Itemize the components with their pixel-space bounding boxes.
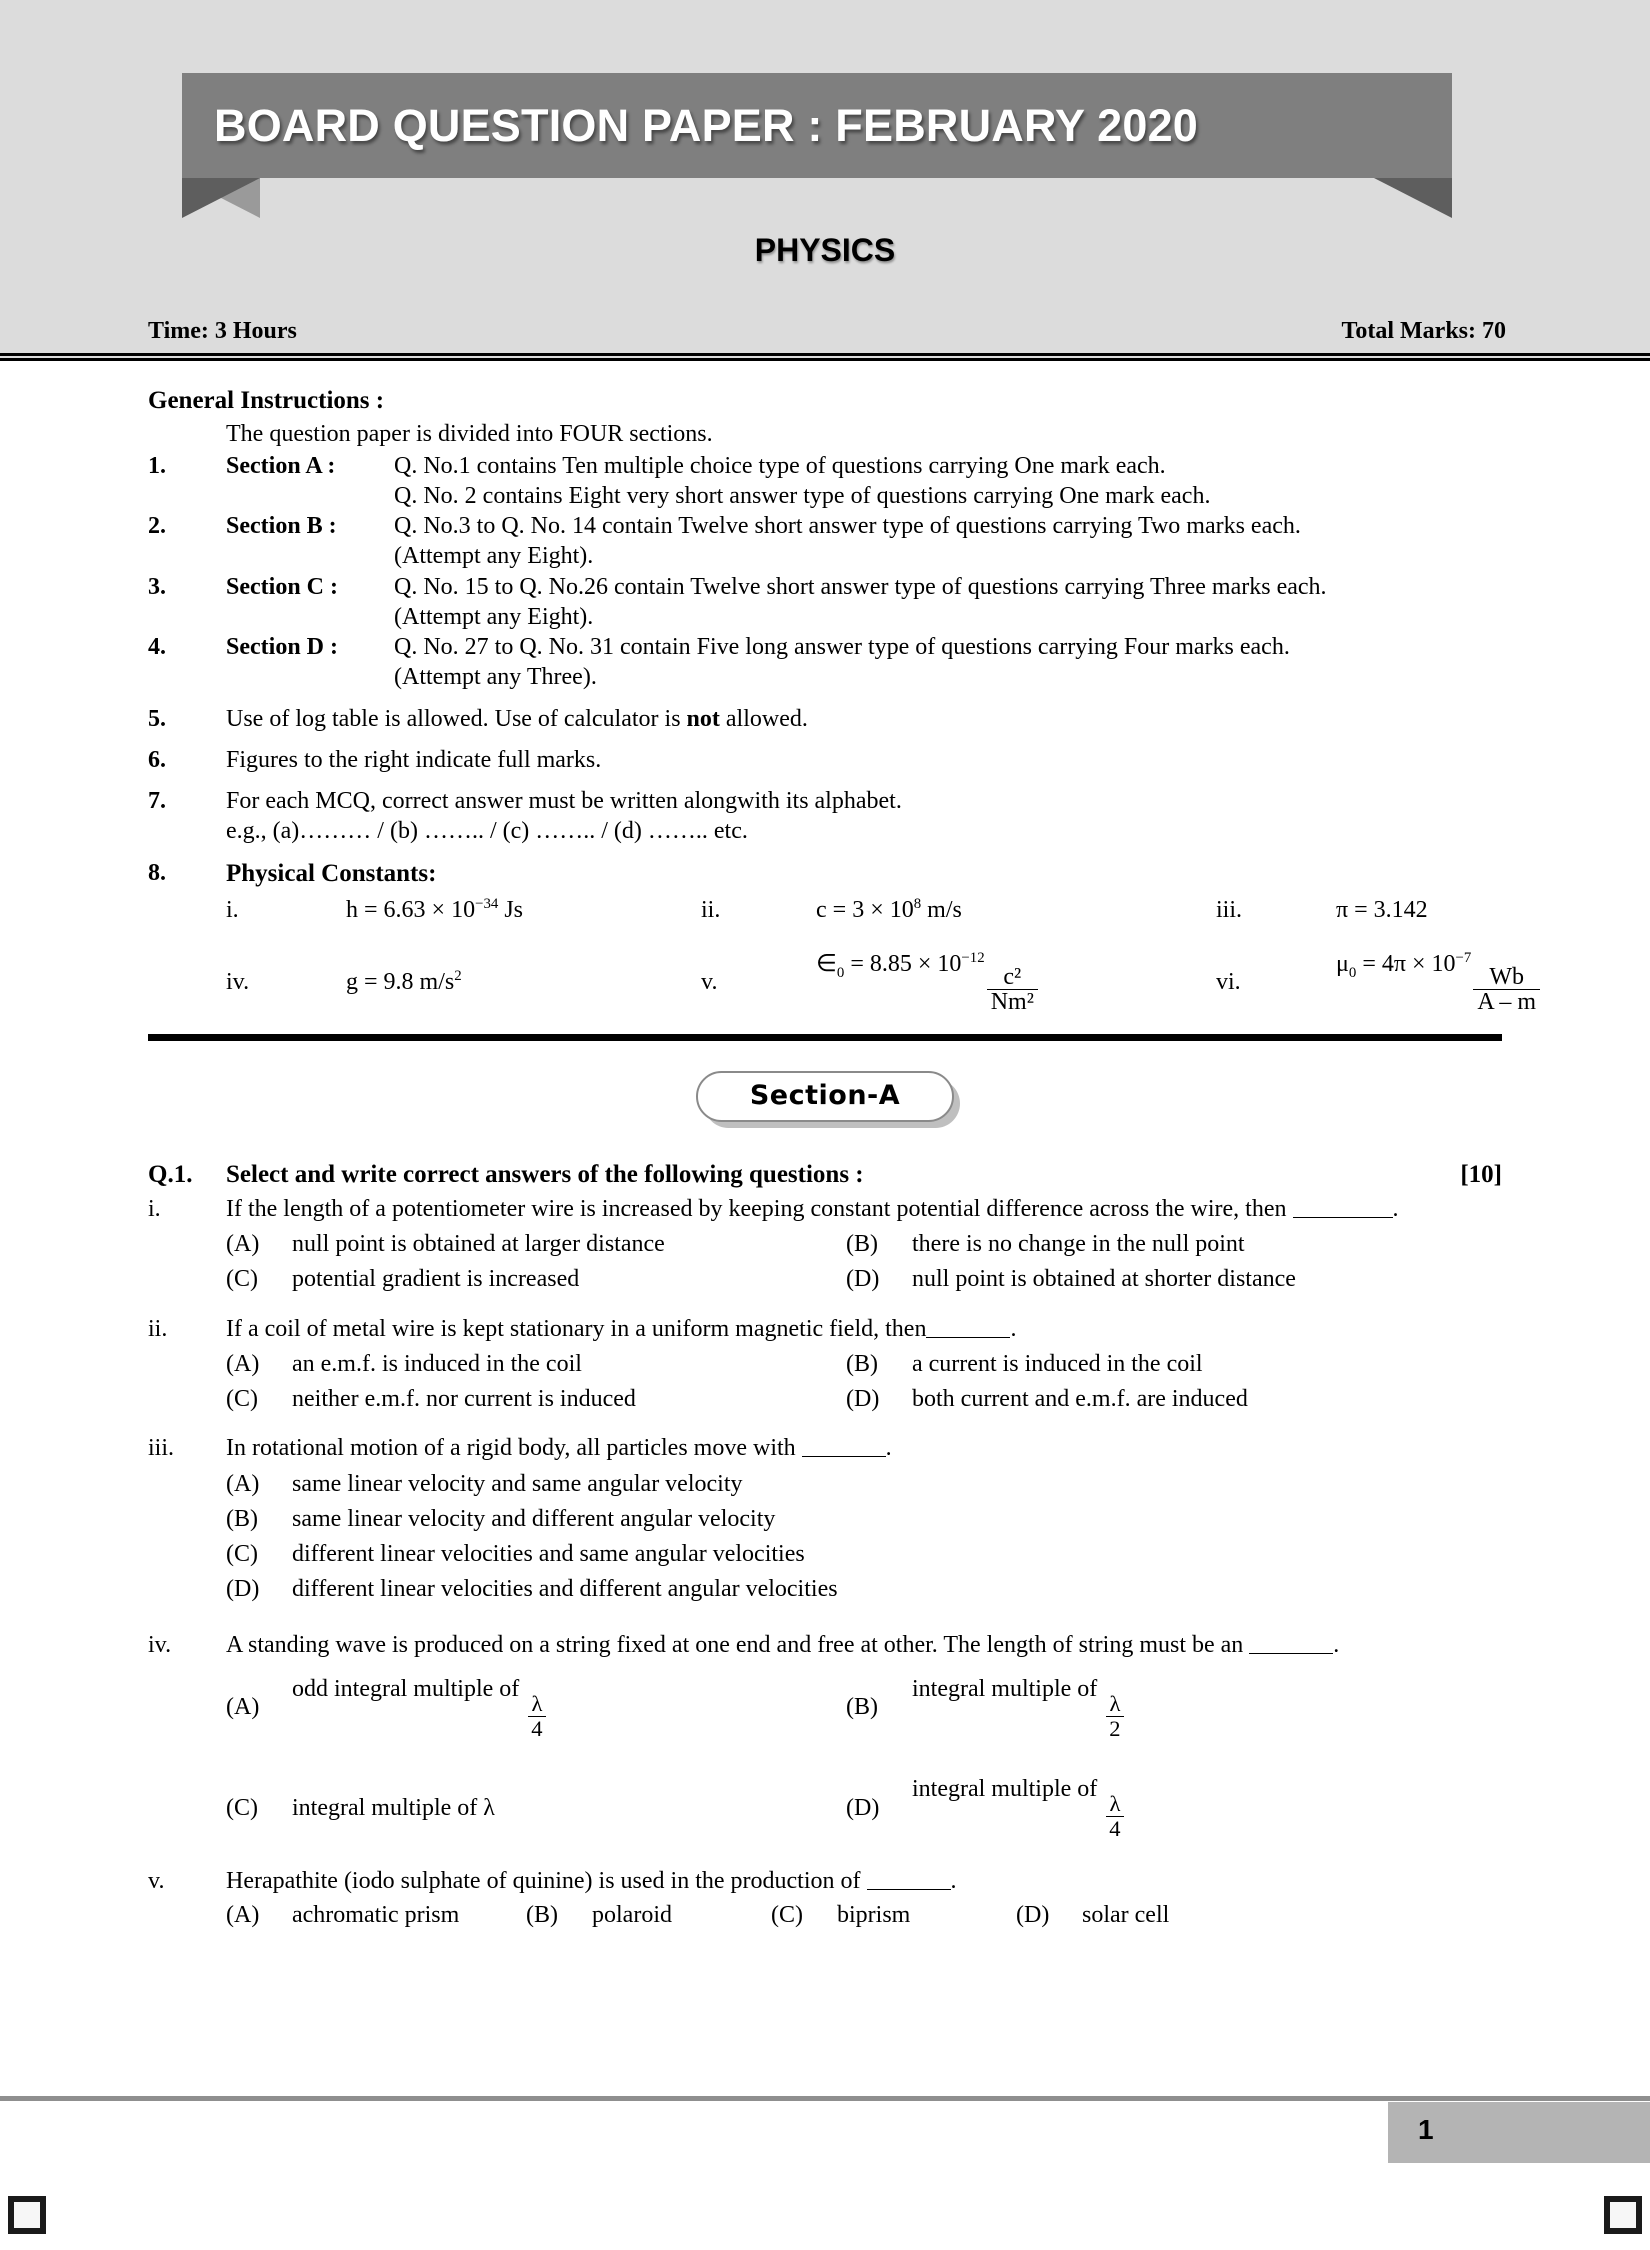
exam-time: Time: 3 Hours <box>148 318 297 344</box>
answer-blank <box>1249 1630 1333 1654</box>
option-label: (B) <box>526 1902 558 1929</box>
mcq-option[interactable] <box>226 1384 846 1414</box>
page-footer <box>0 2096 1650 2145</box>
crop-mark-bottom-left-icon <box>8 2196 46 2234</box>
constant-unit: m/s <box>921 897 962 924</box>
fraction-numerator: Wb <box>1489 964 1524 991</box>
mcq-item <box>148 1630 1502 1660</box>
section-a-badge: Section-A <box>696 1071 954 1122</box>
option-label: (A) <box>226 1350 260 1377</box>
mcq-option[interactable] <box>771 1900 1016 1930</box>
answer-blank <box>802 1433 886 1457</box>
instruction-number: 1. <box>148 452 166 479</box>
fraction-numerator: λ <box>1109 1690 1121 1716</box>
ribbon-tail-right <box>1374 178 1452 218</box>
mcq-options <box>226 1900 1502 1930</box>
option-fraction <box>528 1692 545 1741</box>
mcq-option[interactable] <box>846 1229 1502 1259</box>
fraction-denominator: 4 <box>528 1716 545 1741</box>
mcq-option[interactable] <box>846 1264 1502 1294</box>
questions-area <box>0 1159 1650 1930</box>
constant-value: = 8.85 × 10 <box>844 951 962 978</box>
option-text: same linear velocity and same angular velocity <box>292 1470 743 1497</box>
option-text <box>912 1674 1502 1741</box>
instruction-number: 5. <box>148 705 166 732</box>
instruction-text: Figures to the right indicate full marks. <box>226 746 602 773</box>
mcq-options <box>226 1349 1502 1414</box>
general-instructions-title: General Instructions : <box>148 387 385 414</box>
option-fraction <box>1106 1692 1123 1741</box>
banner-title: BOARD QUESTION PAPER : FEBRUARY 2020 <box>214 99 1199 151</box>
mcq-text-post: . <box>1392 1195 1399 1222</box>
mcq-options <box>226 1469 1502 1605</box>
fraction-denominator: A – m <box>1473 989 1540 1014</box>
constant-gravity <box>346 967 701 997</box>
instruction-note: (Attempt any Eight). <box>394 543 594 570</box>
mcq-option[interactable] <box>226 1349 846 1379</box>
fraction-denominator: 2 <box>1106 1716 1123 1741</box>
option-text <box>292 1674 846 1741</box>
instruction-text-bold: not <box>686 705 720 732</box>
mcq-text-post: . <box>885 1435 892 1462</box>
option-text <box>912 1774 1502 1841</box>
page-body <box>0 361 1650 1931</box>
option-fraction <box>1106 1792 1123 1841</box>
mcq-question-text <box>226 1433 1502 1463</box>
exam-total-marks: Total Marks: 70 <box>1341 318 1506 344</box>
constant-value: c = 3 × 10 <box>816 897 914 924</box>
content-area <box>0 361 1650 1014</box>
instruction-text: Q. No.3 to Q. No. 14 contain Twelve short answer type of questions carrying Two marks each. <box>394 513 1301 540</box>
option-text: achromatic prism <box>292 1902 460 1929</box>
mcq-options <box>226 1674 1502 1841</box>
page-number-box <box>1388 2101 1650 2163</box>
mcq-item <box>148 1314 1502 1344</box>
option-text: different linear velocities and same angular velocities <box>292 1541 805 1568</box>
instruction-text-pre: Use of log table is allowed. Use of calculator is <box>226 705 687 732</box>
constant-subscript: 0 <box>1348 965 1357 982</box>
option-label: (B) <box>846 1694 878 1720</box>
instruction-text: For each MCQ, correct answer must be written alongwith its alphabet. <box>226 788 902 815</box>
instruction-note: (Attempt any Eight). <box>394 603 594 630</box>
constant-symbol: ∈ <box>816 951 837 978</box>
instruction-item <box>148 632 1502 662</box>
mcq-option[interactable] <box>226 1574 1502 1604</box>
constant-roman: vi. <box>1216 968 1241 995</box>
instruction-text-2: Q. No. 2 contains Eight very short answer type of questions carrying One mark each. <box>394 482 1211 509</box>
question-title: Select and write correct answers of the following questions : <box>226 1161 864 1189</box>
mcq-item <box>148 1433 1502 1463</box>
mcq-roman: i. <box>148 1195 161 1222</box>
option-text: null point is obtained at shorter distance <box>912 1266 1296 1293</box>
mcq-roman: iii. <box>148 1435 175 1462</box>
physical-constants-grid <box>226 895 1537 1016</box>
page-number: 1 <box>1418 2114 1434 2145</box>
option-text-label: odd integral multiple of <box>292 1675 526 1702</box>
ribbon-banner <box>182 73 1452 178</box>
section-divider <box>148 1034 1502 1041</box>
mcq-options <box>226 1229 1502 1294</box>
option-label: (B) <box>846 1231 878 1258</box>
option-text: a current is induced in the coil <box>912 1350 1203 1377</box>
constant-value: h = 6.63 × 10 <box>346 897 476 924</box>
mcq-roman: v. <box>148 1868 165 1895</box>
mcq-option[interactable] <box>226 1539 1502 1569</box>
mcq-roman: iv. <box>148 1631 172 1658</box>
option-text: integral multiple of λ <box>292 1794 495 1821</box>
option-text: polaroid <box>592 1902 672 1929</box>
mcq-option[interactable] <box>226 1900 526 1930</box>
mcq-question-text <box>226 1866 1502 1896</box>
answer-blank <box>1293 1194 1393 1218</box>
instruction-number: 3. <box>148 573 166 600</box>
mcq-text-pre: If a coil of metal wire is kept stationary in a uniform magnetic field, then <box>226 1315 927 1342</box>
fraction-denominator: 4 <box>1106 1816 1123 1841</box>
instruction-text: Q. No. 15 to Q. No.26 contain Twelve short answer type of questions carrying Three marks each. <box>394 573 1327 600</box>
option-text: potential gradient is increased <box>292 1266 580 1293</box>
option-text: biprism <box>837 1902 911 1929</box>
section-badge-wrapper <box>0 1071 1650 1135</box>
option-label: (D) <box>846 1794 880 1821</box>
instruction-number: 4. <box>148 634 166 661</box>
mcq-question-text <box>226 1630 1502 1660</box>
mcq-option[interactable] <box>846 1349 1502 1379</box>
mcq-text-pre: In rotational motion of a rigid body, all particles move with <box>226 1435 802 1462</box>
option-label: (B) <box>846 1350 878 1377</box>
option-label: (A) <box>226 1902 260 1929</box>
constant-permittivity <box>816 949 1216 1014</box>
option-label: (C) <box>226 1794 258 1821</box>
constant-subscript: 0 <box>836 965 845 982</box>
option-label: (C) <box>226 1266 258 1293</box>
option-label: (D) <box>1016 1902 1050 1929</box>
physical-constants-title: Physical Constants: <box>226 859 437 887</box>
constant-roman: ii. <box>701 897 721 924</box>
instruction-item <box>148 786 1502 816</box>
instruction-section-label: Section B : <box>226 513 337 540</box>
option-label: (D) <box>846 1386 880 1413</box>
option-label: (D) <box>846 1266 880 1293</box>
instruction-number: 8. <box>148 859 166 886</box>
mcq-option[interactable] <box>226 1674 846 1741</box>
instruction-text: Q. No. 27 to Q. No. 31 contain Five long answer type of questions carrying Four marks each. <box>394 634 1290 661</box>
instruction-item <box>148 451 1502 481</box>
constant-unit: Js <box>498 897 524 924</box>
instruction-section-label: Section D : <box>226 634 338 661</box>
constant-roman: i. <box>226 897 239 924</box>
instruction-number: 2. <box>148 513 166 540</box>
mcq-roman: ii. <box>148 1315 168 1342</box>
constant-value: = 4π × 10 <box>1356 951 1456 978</box>
mcq-option[interactable] <box>846 1774 1502 1841</box>
instruction-number: 6. <box>148 746 166 773</box>
mcq-text-post: . <box>950 1868 957 1895</box>
option-text: there is no change in the null point <box>912 1231 1245 1258</box>
fraction-numerator: λ <box>1109 1791 1121 1817</box>
constant-exponent: −12 <box>961 950 985 967</box>
header-band <box>0 0 1650 361</box>
option-text-label: integral multiple of <box>912 1675 1104 1702</box>
instruction-item <box>148 511 1502 541</box>
mcq-option[interactable] <box>846 1674 1502 1741</box>
fraction-numerator: c² <box>1003 964 1022 991</box>
subject-title: PHYSICS <box>754 232 896 268</box>
exam-meta-row <box>148 318 1506 345</box>
mcq-option[interactable] <box>226 1469 1502 1499</box>
mcq-option[interactable] <box>226 1229 846 1259</box>
answer-blank <box>926 1314 1010 1338</box>
instruction-number: 7. <box>148 788 166 815</box>
title-ribbon <box>182 73 1452 178</box>
question-1-header <box>148 1159 1502 1191</box>
instruction-item <box>148 745 1502 775</box>
option-label: (C) <box>226 1541 258 1568</box>
mcq-question-text <box>226 1194 1502 1224</box>
mcq-option[interactable] <box>226 1264 846 1294</box>
option-text: an e.m.f. is induced in the coil <box>292 1350 582 1377</box>
mcq-text-pre: A standing wave is produced on a string fixed at one end and free at other. The length of string must be an <box>226 1631 1250 1658</box>
option-label: (B) <box>226 1505 258 1532</box>
constant-speed-of-light <box>816 895 1216 925</box>
mcq-text-post: . <box>1333 1631 1340 1658</box>
mcq-text-pre: Herapathite (iodo sulphate of quinine) is used in the production of <box>226 1868 867 1895</box>
option-text: null point is obtained at larger distance <box>292 1231 665 1258</box>
constant-symbol: μ <box>1336 951 1349 978</box>
mcq-option[interactable] <box>1016 1900 1502 1930</box>
constant-exponent: −7 <box>1455 950 1472 967</box>
option-text: different linear velocities and different angular velocities <box>292 1576 838 1603</box>
instruction-example: e.g., (a)……… / (b) …….. / (c) …….. / (d) …….. etc. <box>226 818 748 845</box>
mcq-item <box>148 1194 1502 1224</box>
constant-exponent: 2 <box>454 967 462 984</box>
mcq-option[interactable] <box>226 1504 1502 1534</box>
mcq-text-pre: If the length of a potentiometer wire is increased by keeping constant potential difference across the wire, then <box>226 1195 1293 1222</box>
option-text-label: integral multiple of <box>912 1776 1104 1803</box>
ribbon-tail-left <box>182 178 260 218</box>
mcq-option[interactable] <box>526 1900 771 1930</box>
option-label: (C) <box>771 1902 803 1929</box>
instruction-section-label: Section C : <box>226 573 338 600</box>
fraction-denominator: Nm² <box>987 989 1038 1014</box>
option-text: neither e.m.f. nor current is induced <box>292 1386 636 1413</box>
mcq-option[interactable] <box>226 1774 846 1841</box>
instruction-text <box>226 704 1502 734</box>
constant-pi: π = 3.142 <box>1336 897 1428 924</box>
constant-planck <box>346 895 701 925</box>
constant-roman: iv. <box>226 968 250 995</box>
mcq-option[interactable] <box>846 1384 1502 1414</box>
constant-unit-fraction <box>987 965 1038 1014</box>
instruction-text-post: allowed. <box>719 705 808 732</box>
question-number: Q.1. <box>148 1161 193 1189</box>
constant-exponent: −34 <box>475 896 499 913</box>
general-instructions-lead: The question paper is divided into FOUR sections. <box>226 420 713 447</box>
mcq-text-post: . <box>1010 1315 1017 1342</box>
option-label: (A) <box>226 1470 260 1497</box>
instruction-text: Q. No.1 contains Ten multiple choice type of questions carrying One mark each. <box>394 452 1166 479</box>
option-text: same linear velocity and different angular velocity <box>292 1505 776 1532</box>
instruction-item <box>148 858 1502 890</box>
instruction-section-label: Section A : <box>226 452 336 479</box>
option-text: both current and e.m.f. are induced <box>912 1386 1248 1413</box>
answer-blank <box>867 1866 951 1890</box>
mcq-question-text <box>226 1314 1502 1344</box>
constant-roman: v. <box>701 968 718 995</box>
constant-permeability <box>1336 949 1542 1014</box>
header-divider <box>0 353 1650 361</box>
option-label: (C) <box>226 1386 258 1413</box>
instruction-note: (Attempt any Three). <box>394 664 597 691</box>
option-label: (A) <box>226 1231 260 1258</box>
constant-value: g = 9.8 m/s <box>346 968 455 995</box>
option-text: solar cell <box>1082 1902 1170 1929</box>
instruction-item <box>148 572 1502 602</box>
crop-mark-bottom-right-icon <box>1604 2196 1642 2234</box>
option-label: (A) <box>226 1694 260 1720</box>
option-label: (D) <box>226 1576 260 1603</box>
mcq-item <box>148 1866 1502 1896</box>
question-marks: [10] <box>1460 1161 1502 1189</box>
fraction-numerator: λ <box>531 1690 543 1716</box>
instruction-item <box>148 704 1502 734</box>
constant-unit-fraction <box>1473 965 1540 1014</box>
constant-roman: iii. <box>1216 897 1243 924</box>
constant-exponent: 8 <box>913 896 922 913</box>
